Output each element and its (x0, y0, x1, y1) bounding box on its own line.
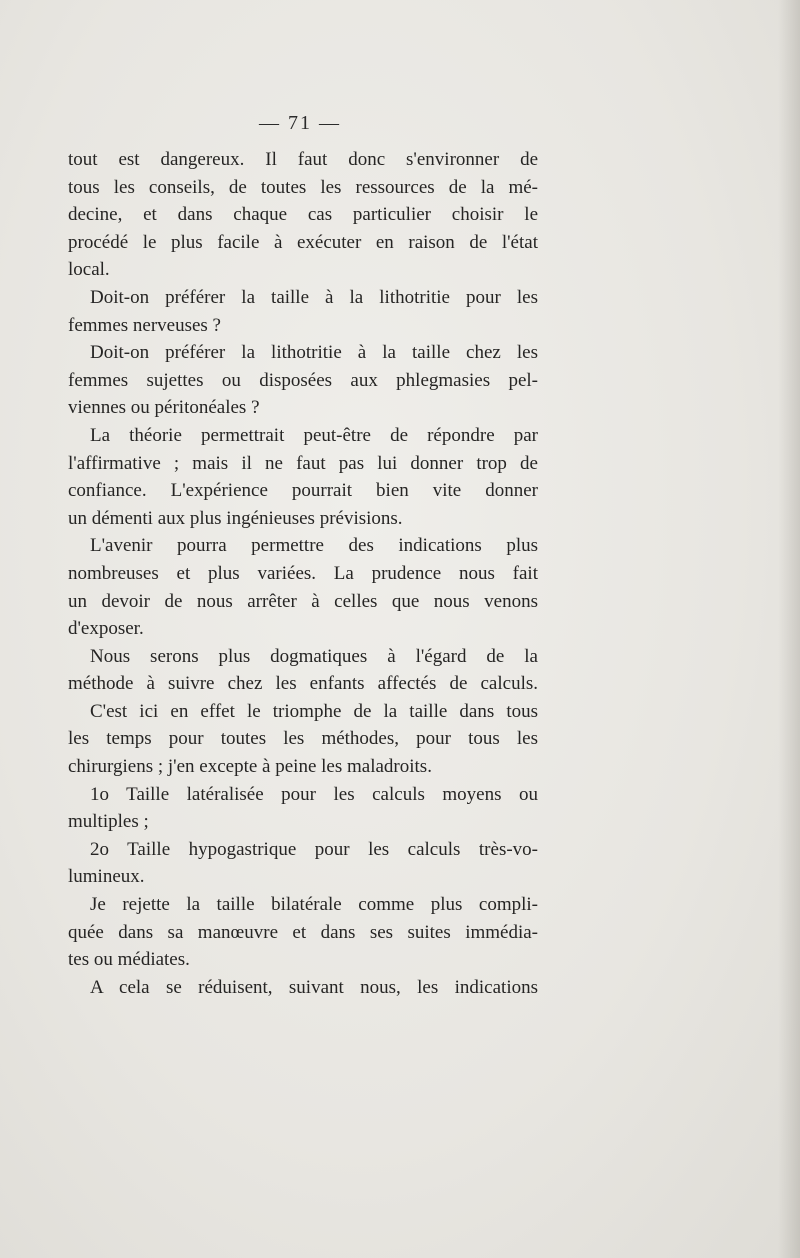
text-line: Doit-on préférer la lithotritie à la taille chez les (90, 342, 538, 364)
text-line: multiples ; (68, 811, 149, 833)
text-line: les temps pour toutes les méthodes, pour tous les (68, 728, 538, 750)
text-line: nombreuses et plus variées. La prudence nous fait (68, 562, 538, 584)
text-line: quée dans sa manœuvre et dans ses suites immédia- (68, 921, 538, 943)
text-line: L'avenir pourra permettre des indications plus (90, 535, 538, 557)
body-text (68, 146, 538, 1001)
text-line: l'affirmative ; mais il ne faut pas lui donner trop de (68, 452, 538, 474)
text-line: local. (68, 259, 110, 281)
text-line: un démenti aux plus ingénieuses prévisions. (68, 507, 403, 529)
text-line: tes ou médiates. (68, 949, 190, 971)
text-line: femmes sujettes ou disposées aux phlegmasies pel- (68, 369, 538, 391)
text-line: viennes ou péritonéales ? (68, 397, 260, 419)
page-number: — 71 — (259, 112, 341, 134)
text-line: 1o Taille latéralisée pour les calculs moyens ou (90, 783, 538, 805)
text-line: Je rejette la taille bilatérale comme plus compli- (90, 894, 538, 916)
text-line: decine, et dans chaque cas particulier choisir le (68, 204, 538, 226)
text-line: d'exposer. (68, 618, 144, 640)
text-line: lumineux. (68, 866, 145, 888)
text-line: Doit-on préférer la taille à la lithotritie pour les (90, 286, 538, 308)
text-line: femmes nerveuses ? (68, 314, 221, 336)
page-edge-shadow (778, 0, 800, 1258)
text-line: C'est ici en effet le triomphe de la taille dans tous (90, 700, 538, 722)
text-line: méthode à suivre chez les enfants affectés de calculs. (68, 673, 538, 695)
text-line: tous les conseils, de toutes les ressources de la mé- (68, 176, 538, 198)
text-line: La théorie permettrait peut-être de répondre par (90, 424, 538, 446)
text-line: 2o Taille hypogastrique pour les calculs très-vo- (90, 838, 538, 860)
text-line: confiance. L'expérience pourrait bien vite donner (68, 480, 538, 502)
text-line: tout est dangereux. Il faut donc s'environner de (68, 149, 538, 170)
text-line: Nous serons plus dogmatiques à l'égard de la (90, 645, 538, 667)
text-line: procédé le plus facile à exécuter en raison de l'état (68, 231, 538, 253)
text-line: un devoir de nous arrêter à celles que nous venons (68, 590, 538, 612)
text-line: A cela se réduisent, suivant nous, les indications (90, 976, 538, 998)
text-line: chirurgiens ; j'en excepte à peine les maladroits. (68, 756, 432, 778)
